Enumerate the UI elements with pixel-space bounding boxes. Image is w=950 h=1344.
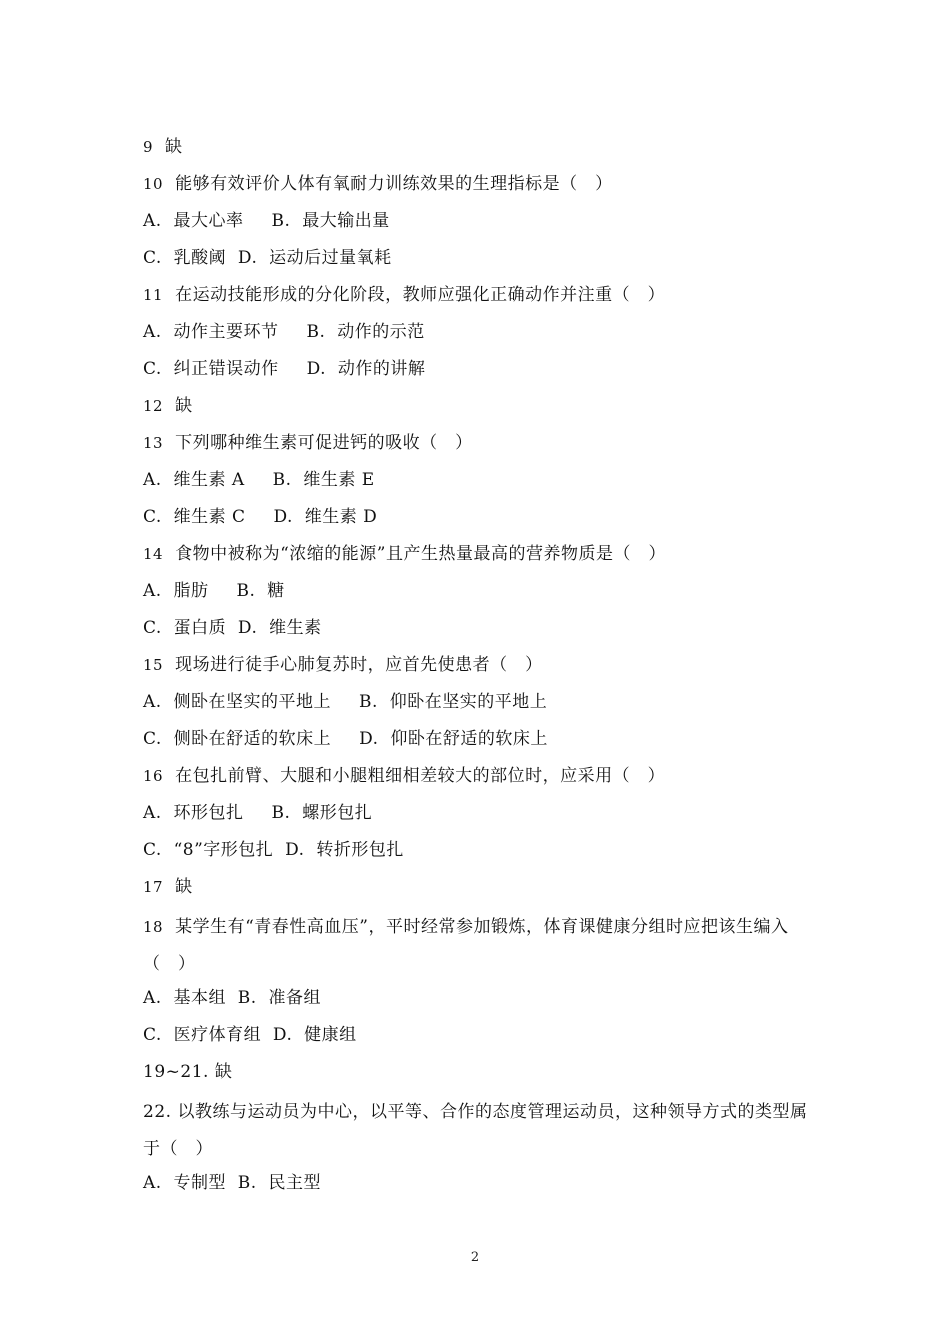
question-list [143,132,823,1205]
question-line [143,169,823,206]
question-line [143,280,823,317]
text-line [143,1057,823,1094]
question-number: 17 [143,878,164,896]
line-text: C. “8”字形包扎 D. 转折形包扎 [143,840,404,860]
option-line [143,502,823,539]
text-line [143,243,823,280]
option-text: A. 维生素 A [143,470,245,490]
question-text: 在包扎前臂、大腿和小腿粗细相差较大的部位时，应采用（ ） [175,766,666,786]
option-text: A. 环形包扎 [143,803,244,823]
question-line [143,909,823,983]
question-number: 15 [143,656,164,674]
question-number: 16 [143,767,164,785]
question-line [143,391,823,428]
option-line [143,317,823,354]
text-line [143,1094,823,1168]
option-text: B. 最大输出量 [271,211,390,231]
question-number: 18 [143,918,164,936]
text-line [143,1020,823,1057]
question-line [143,761,823,798]
text-line [143,835,823,872]
option-text: C. 侧卧在舒适的软床上 [143,729,332,749]
question-line [143,539,823,576]
option-text: A. 动作主要环节 [143,322,279,342]
text-line [143,1168,823,1205]
option-line [143,465,823,502]
option-text: B. 螺形包扎 [271,803,373,823]
question-line [143,650,823,687]
question-text: 某学生有“青春性高血压”，平时经常参加锻炼，体育课健康分组时应把该生编入（ ） [143,917,789,974]
question-line [143,132,823,169]
question-number: 13 [143,434,164,452]
line-text: 22. 以教练与运动员为中心，以平等、合作的态度管理运动员，这种领导方式的类型属于（ ） [143,1102,808,1159]
question-text: 缺 [175,877,193,897]
option-text: D. 动作的讲解 [306,359,426,379]
line-text: C. 乳酸阈 D. 运动后过量氧耗 [143,248,392,268]
text-line [143,983,823,1020]
question-text: 在运动技能形成的分化阶段，教师应强化正确动作并注重（ ） [175,285,666,305]
question-text: 食物中被称为“浓缩的能源”且产生热量最高的营养物质是（ ） [175,544,666,564]
option-text: B. 仰卧在坚实的平地上 [359,692,548,712]
line-text: 19~21. 缺 [143,1062,233,1082]
question-text: 能够有效评价人体有氧耐力训练效果的生理指标是（ ） [175,174,613,194]
option-text: B. 糖 [236,581,285,601]
question-text: 下列哪种维生素可促进钙的吸收（ ） [175,433,473,453]
question-text: 缺 [175,396,193,416]
line-text: A. 基本组 B. 准备组 [143,988,321,1008]
option-line [143,798,823,835]
option-text: A. 最大心率 [143,211,244,231]
option-text: A. 脂肪 [143,581,209,601]
option-line [143,206,823,243]
question-text: 现场进行徒手心肺复苏时，应首先使患者（ ） [175,655,543,675]
line-text: A. 专制型 B. 民主型 [143,1173,321,1193]
option-line [143,687,823,724]
question-number: 10 [143,175,164,193]
option-line [143,576,823,613]
page-number: 2 [470,1250,480,1265]
option-text: A. 侧卧在坚实的平地上 [143,692,331,712]
option-text: C. 纠正错误动作 [143,359,279,379]
option-text: C. 维生素 C [143,507,246,527]
text-line [143,613,823,650]
option-text: D. 维生素 D [273,507,378,527]
question-line [143,872,823,909]
question-line [143,428,823,465]
option-text: D. 仰卧在舒适的软床上 [359,729,548,749]
option-line [143,354,823,391]
question-number: 9 [143,138,154,156]
option-line [143,724,823,761]
question-number: 11 [143,286,164,304]
option-text: B. 动作的示范 [306,322,425,342]
line-text: C. 医疗体育组 D. 健康组 [143,1025,357,1045]
option-text: B. 维生素 E [272,470,375,490]
line-text: C. 蛋白质 D. 维生素 [143,618,322,638]
question-number: 14 [143,545,164,563]
question-text: 缺 [165,137,183,157]
question-number: 12 [143,397,164,415]
